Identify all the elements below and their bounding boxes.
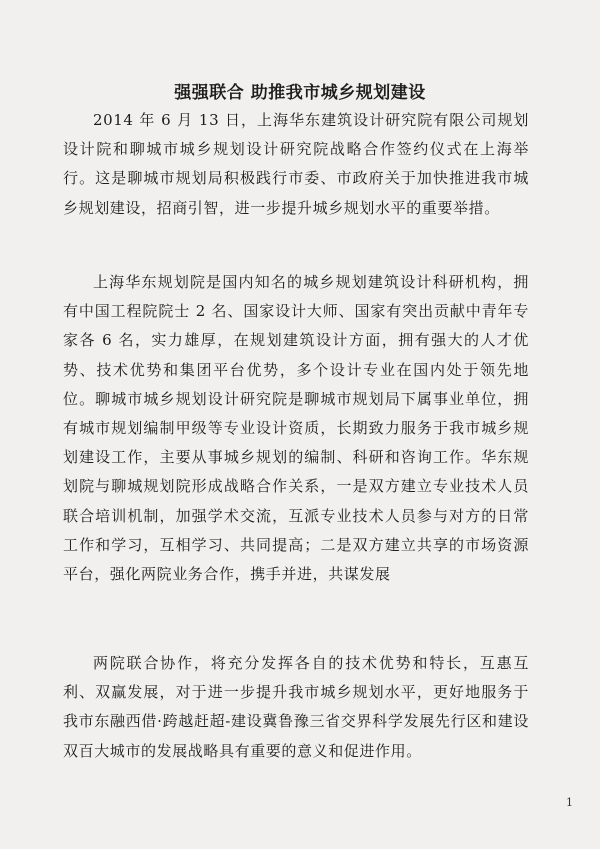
paragraph-institute-profiles: 上海华东规划院是国内知名的城乡规划建筑设计科研机构，拥有中国工程院院士 2 名、国家设计大师、国家有突出贡献中青年专家各 6 名，实力雄厚，在规划建筑设计方面，拥有强大的人才优势、技术优势和集团平台优势，多个设计专业在国内处于领先地位。聊城市城乡规划设计研究院是聊城市规划局下属事业单位，拥有城市规划编制甲级等专业设计资质，长期致力服务于我市城乡规划建设工作，主要从事城乡规划的编制、科研和咨询工作。华东规划院与聊城规划院形成战略合作关系，一是双方建立专业技术人员联合培训机制，加强学术交流，互派专业技术人员参与对方的日常工作和学习，互相学习、共同提高；二是双方建立共享的市场资源平台，强化两院业务合作，携手并进，共谋发展 <box>63 273 529 584</box>
page-number: 1 <box>566 796 573 809</box>
paragraph-cooperation-significance: 两院联合协作，将充分发挥各自的技术优势和特长，互惠互利、双赢发展，对于进一步提升我市城乡规划水平，更好地服务于我市东融西借·跨越赶超-建设冀鲁豫三省交界科学发展先行区和建设双百大城市的发展战略具有重要的意义和促进作用。 <box>63 654 529 760</box>
document-title: 强强联合 助推我市城乡规划建设 <box>174 83 426 103</box>
paragraph-signing-ceremony: 2014 年 6 月 13 日，上海华东建筑设计研究院有限公司规划设计院和聊城市城乡规划设计研究院战略合作签约仪式在上海举行。这是聊城市规划局积极践行市委、市政府关于加快推进我市城乡规划建设，招商引智，进一步提升城乡规划水平的重要举措。 <box>63 111 529 217</box>
